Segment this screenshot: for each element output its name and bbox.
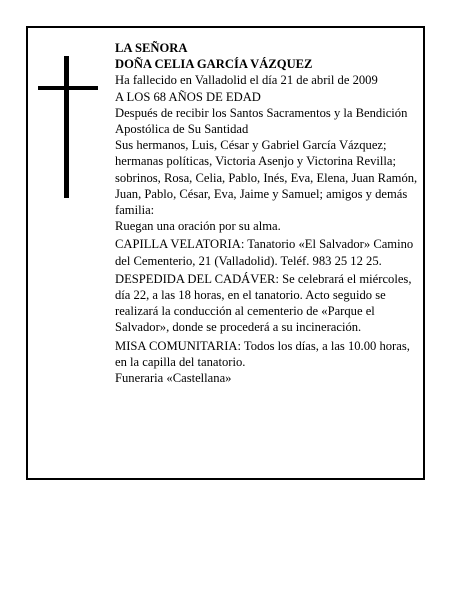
notice-text [115,40,421,386]
obituary-notice [26,26,425,480]
chapel-paragraph: CAPILLA VELATORIA: Tanatorio «El Salvador» Camino del Cementerio, 21 (Valladolid). Teléf. 983 25 12 25. [115,237,414,268]
family-paragraph: Sus hermanos, Luis, César y Gabriel García Vázquez; hermanas políticas, Victoria Asenjo y Victorina Revilla; sobrinos, Rosa, Celia, Pablo, Inés, Eva, Elena, Juan Ramón, Juan, Pablo, César, Eva, Jaime y Samuel; amigos y demás familia: [115,138,418,218]
prayer-request: Ruegan una oración por su alma. [115,219,281,234]
death-statement: Ha fallecido en Valladolid el día 21 de abril de 2009 [115,73,378,88]
cross-vertical-bar [64,56,69,198]
deceased-name: DOÑA CELIA GARCÍA VÁZQUEZ [115,57,313,72]
cross-horizontal-bar [38,86,98,90]
mass-paragraph: MISA COMUNITARIA: Todos los días, a las 10.00 horas, en la capilla del tanatorio. [115,338,410,369]
sacraments-paragraph: Después de recibir los Santos Sacramentos y la Bendición Apostólica de Su Santidad [115,105,408,137]
cross-icon [38,56,98,198]
farewell-paragraph: DESPEDIDA DEL CADÁVER: Se celebrará el miércoles, día 22, a las 18 horas, en el tanatorio. Acto seguido se realizará la conducción al cementerio de «Parque el Salvador», donde se procederá a su incineración. [115,271,412,335]
funeral-home: Funeraria «Castellana» [115,371,232,386]
age-statement: A LOS 68 AÑOS DE EDAD [115,89,261,104]
title-line-1: LA SEÑORA [115,41,188,55]
